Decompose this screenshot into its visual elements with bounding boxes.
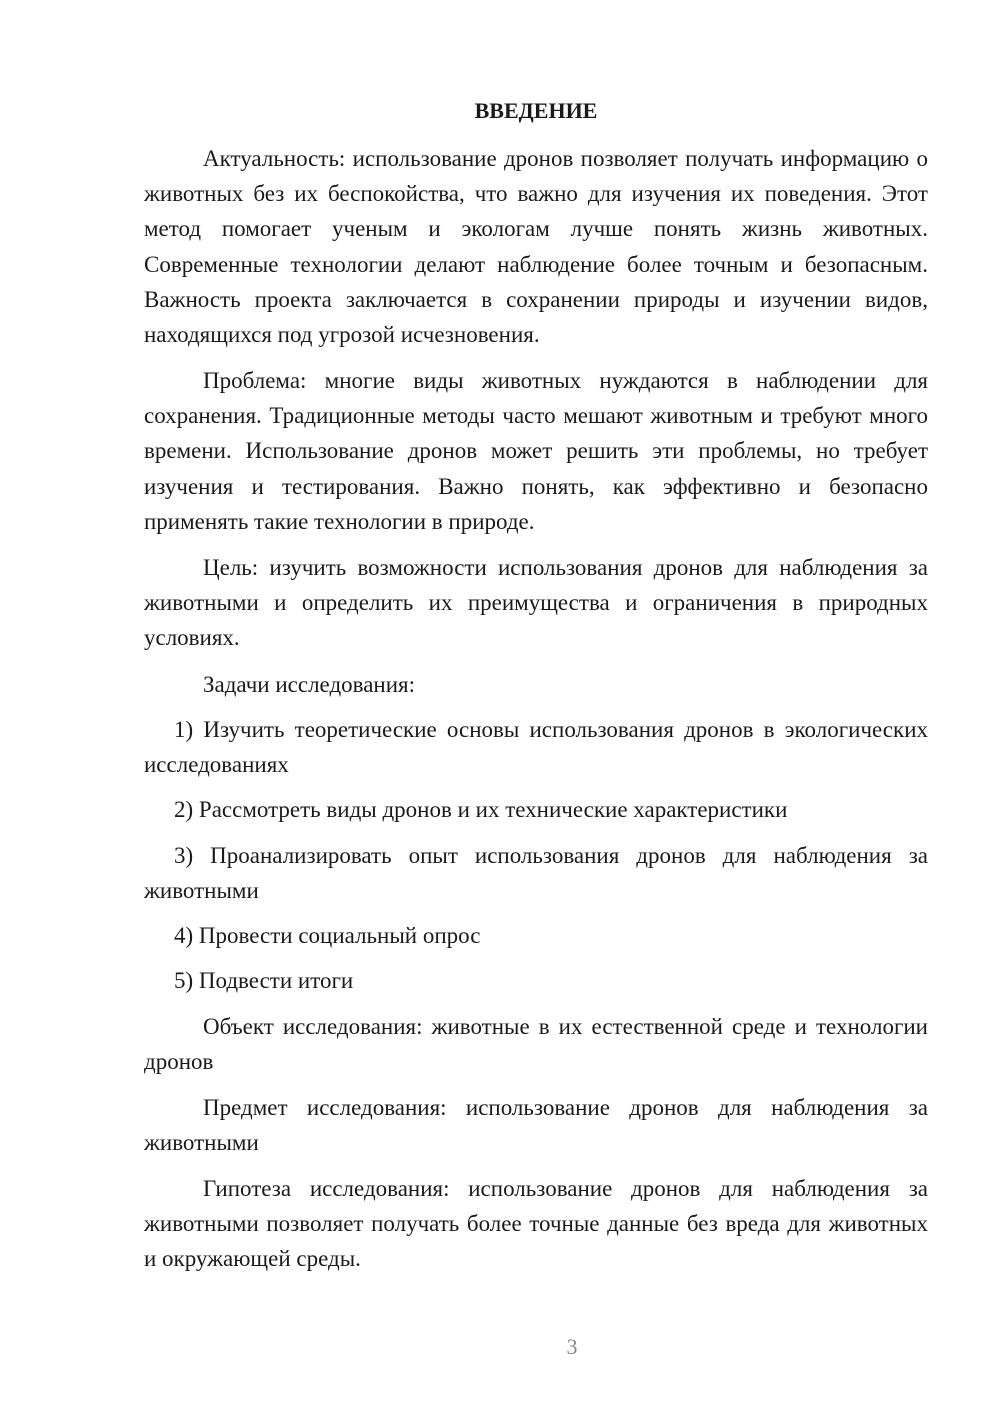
- paragraph-problem: Проблема: многие виды животных нуждаются в наблюдении для сохранения. Традиционные методы часто мешают животным и требуют много времени. Использование дронов может решить эти проблемы, но требует изучения и тестирования. Важно понять, как эффективно и безопасно применять такие технологии в природе.: [144, 368, 928, 534]
- paragraph-object: Объект исследования: животные в их естественной среде и технологии дронов: [144, 1014, 928, 1075]
- list-item-task-3: 3) Проанализировать опыт использования дронов для наблюдения за животными: [144, 843, 928, 904]
- paragraph-relevance: Актуальность: использование дронов позволяет получать информацию о животных без их беспокойства, что важно для изучения их поведения. Этот метод помогает ученым и экологам лучше понять жизнь животных. Современные технологии делают наблюдение более точным и безопасным. Важность проекта заключается в сохранении природы и изучении видов, находящихся под угрозой исчезновения.: [144, 146, 928, 348]
- paragraph-tasks-heading: Задачи исследования:: [203, 672, 416, 697]
- page-title: ВВЕДЕНИЕ: [474, 98, 598, 123]
- paragraph-subject: Предмет исследования: использование дронов для наблюдения за животными: [144, 1095, 928, 1156]
- list-item-task-1: 1) Изучить теоретические основы использования дронов в экологических исследованиях: [144, 717, 928, 778]
- list-item-task-2: 2) Рассмотреть виды дронов и их технические характеристики: [174, 797, 788, 822]
- paragraph-hypothesis: Гипотеза исследования: использование дронов для наблюдения за животными позволяет получать более точные данные без вреда для животных и окружающей среды.: [144, 1176, 928, 1272]
- list-item-task-4: 4) Провести социальный опрос: [174, 923, 481, 948]
- page-number: 3: [566, 1334, 578, 1359]
- list-item-task-5: 5) Подвести итоги: [174, 968, 354, 993]
- paragraph-goal: Цель: изучить возможности использования дронов для наблюдения за животными и определить их преимущества и ограничения в природных условиях.: [144, 555, 928, 651]
